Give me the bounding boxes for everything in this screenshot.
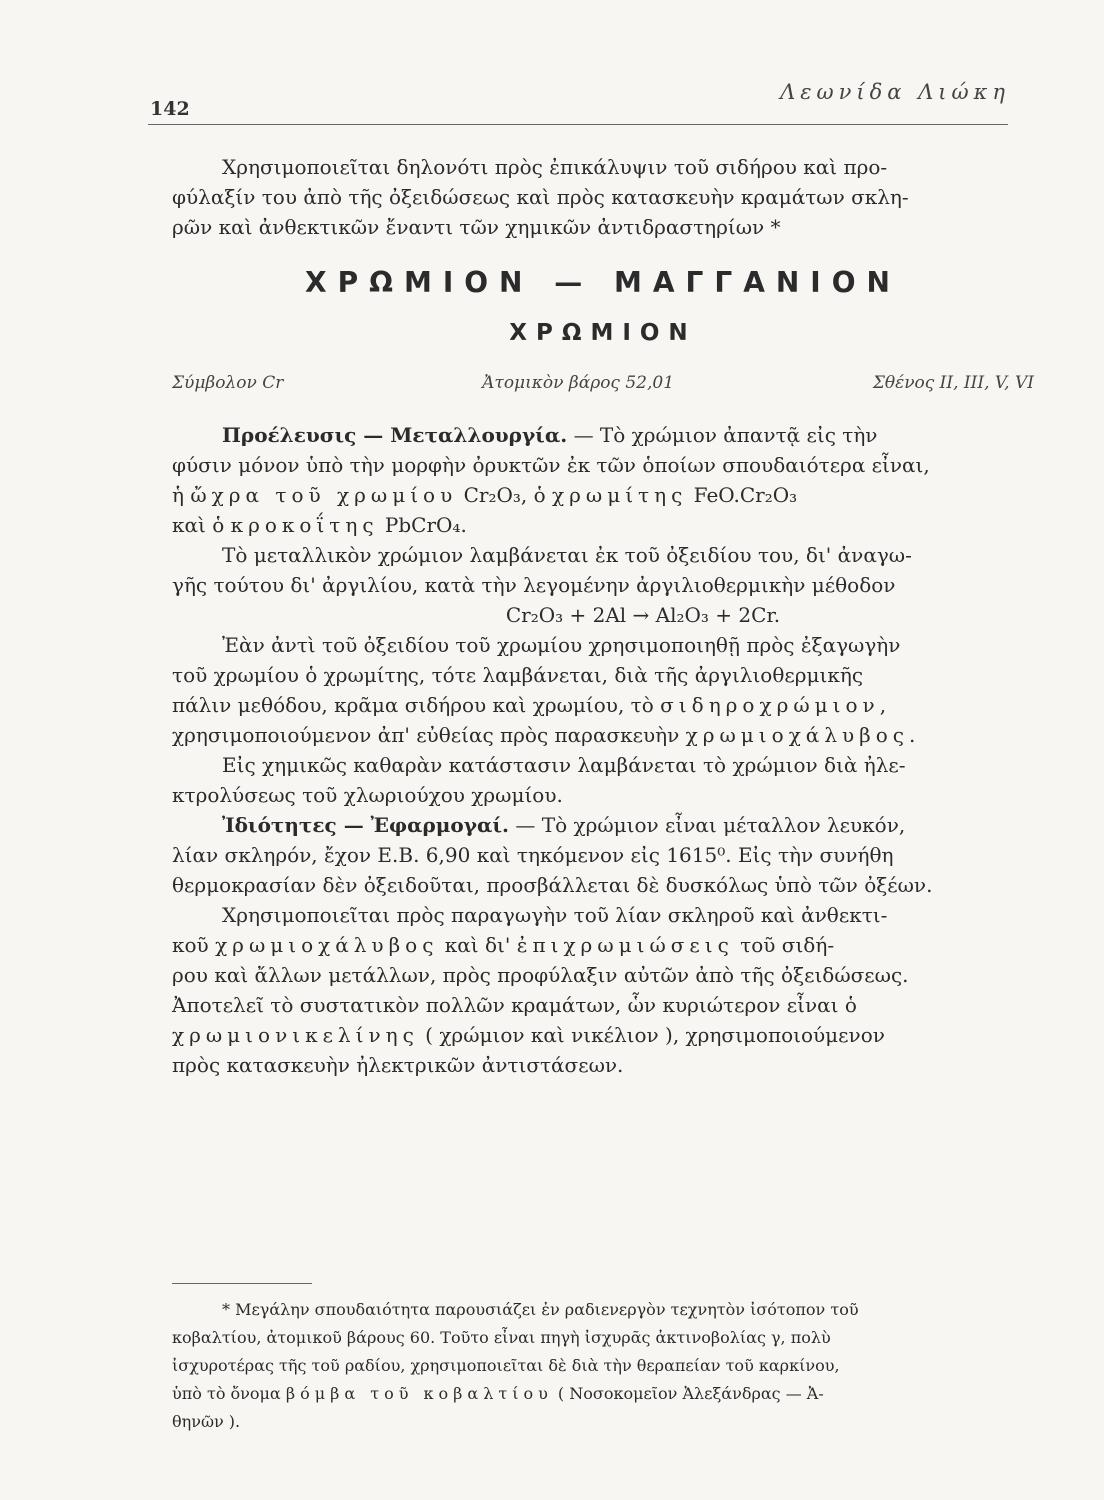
atomic-weight-spec: Ἀτομικὸν βάρος 52,01 — [482, 373, 675, 393]
intro-line: ρῶν καὶ ἀνθεκτικῶν ἔναντι τῶν χημικῶν ἀντιδραστηρίων * — [172, 215, 781, 239]
page-body — [172, 152, 1034, 1080]
footnote-text: θηνῶν ). — [172, 1412, 241, 1431]
footnote-text: ἰσχυροτέρας τῆς τοῦ ραδίου, χρησιμοποιεῖται δὲ διὰ τὴν θεραπείαν τοῦ καρκίνου, — [172, 1356, 840, 1375]
text-line: Εἰς χημικῶς καθαρὰν κατάστασιν λαμβάνεται τὸ χρώμιον διὰ ἠλε- — [222, 753, 906, 777]
text-line: πρὸς κατασκευὴν ἠλεκτρικῶν ἀντιστάσεων. — [172, 1053, 624, 1077]
running-title: Λεωνίδα Λιώκη — [780, 80, 1010, 104]
text-line: τοῦ χρωμίου ὁ χρωμίτης, τότε λαμβάνεται, διὰ τῆς ἀργιλιοθερμικῆς — [172, 663, 864, 687]
text-fragment: FeO.Cr₂O₃ — [687, 483, 798, 507]
footnote-line — [172, 1324, 1034, 1352]
footnote-rule — [172, 1283, 312, 1284]
text-fragment: PbCrO₄. — [378, 513, 467, 537]
uses-paragraph — [172, 900, 1034, 1080]
text-fragment: τοῦ σιδή- — [733, 933, 835, 957]
text-line: Ἀποτελεῖ τὸ συστατικὸν πολλῶν κραμάτων, ὧν κυριώτερον εἶναι ὁ — [172, 993, 857, 1017]
text-line: — Τὸ χρώμιον ἀπαντᾷ εἰς τὴν — [567, 423, 878, 447]
footnote-line — [172, 1352, 1034, 1380]
footnote-text: * Μεγάλην σπουδαιότητα παρουσιάζει ἐν ραδιενεργὸν τεχνητὸν ἰσότοπον τοῦ — [222, 1300, 859, 1319]
footnote-text: κοβαλτίου, ἀτομικοῦ βάρους 60. Τοῦτο εἶναι πηγὴ ἰσχυρᾶς ἀκτινοβολίας γ, πολὺ — [172, 1328, 831, 1347]
chemical-equation: Cr₂O₃ + 2Al → Al₂O₃ + 2Cr. — [505, 603, 781, 627]
page-number: 142 — [150, 98, 190, 120]
spaced-term: χρωμιοχάλυβος. — [685, 723, 921, 747]
text-fragment: ἡ — [172, 483, 191, 507]
valence-spec: Σθένος II, III, V, VI — [872, 373, 1034, 393]
footnote-line — [172, 1408, 1034, 1436]
chapter-title: ΧΡΩΜΙΟΝ — ΜΑΓΓΑΝΙΟΝ — [305, 266, 901, 299]
metallic-paragraph — [172, 540, 1034, 600]
spaced-term: χρωμιοχάλυβος — [215, 933, 439, 957]
text-line: γῆς τούτου δι' ἀργιλίου, κατὰ τὴν λεγομένην ἀργιλιοθερμικὴν μέθοδον — [172, 573, 896, 597]
provenance-heading: Προέλευσις — Μεταλλουργία. — [222, 423, 568, 447]
spaced-term: κροκοΐτης — [230, 513, 379, 537]
pure-paragraph — [172, 750, 1034, 810]
text-line: ρου καὶ ἄλλων μετάλλων, πρὸς προφύλαξιν αὐτῶν ἀπὸ τῆς ὀξειδώσεως. — [172, 963, 909, 987]
text-fragment: χρησιμοποιούμενον ἀπ' εὐθείας πρὸς παρασκευὴν — [172, 723, 686, 747]
text-line: Χρησιμοποιεῖται πρὸς παραγωγὴν τοῦ λίαν σκληροῦ καὶ ἀνθεκτι- — [222, 903, 888, 927]
text-line: κτρολύσεως τοῦ χλωριούχου χρωμίου. — [172, 783, 563, 807]
text-line: Τὸ μεταλλικὸν χρώμιον λαμβάνεται ἐκ τοῦ ὀξειδίου του, δι' ἀναγω- — [222, 543, 912, 567]
text-line: φύσιν μόνον ὑπὸ τὴν μορφὴν ὀρυκτῶν ἐκ τῶν ὁποίων σπουδαιότερα εἶναι, — [172, 453, 930, 477]
properties-heading: Ἰδιότητες — Ἐφαρμογαί. — [222, 813, 510, 837]
chromite-paragraph — [172, 630, 1034, 750]
footnote-text: ὑπὸ τὸ ὄνομα — [172, 1384, 286, 1403]
intro-paragraph — [172, 152, 1034, 242]
text-fragment: ( χρώμιον καὶ νικέλιον ), χρησιμοποιούμενον — [418, 1023, 885, 1047]
spaced-term: χρωμίτης — [552, 483, 688, 507]
provenance-paragraph — [172, 420, 1034, 540]
text-line: λίαν σκληρόν, ἔχον Ε.Β. 6,90 καὶ τηκόμενον εἰς 1615⁰. Εἰς τὴν συνήθη — [172, 843, 894, 867]
text-line: θερμοκρασίαν δὲν ὀξειδοῦται, προσβάλλεται δὲ δυσκόλως ὑπὸ τῶν ὀξέων. — [172, 873, 933, 897]
spaced-term: ὤχρα τοῦ χρωμίου — [190, 483, 458, 507]
text-fragment: πάλιν μεθόδου, κρᾶμα σιδήρου καὶ χρωμίου, τὸ — [172, 693, 661, 717]
header-rule — [148, 124, 1008, 125]
footnote-line — [172, 1380, 1034, 1408]
footnote-line — [172, 1296, 1034, 1324]
spaced-term: βόμβα τοῦ κοβαλτίου — [285, 1384, 553, 1403]
text-fragment: κοῦ — [172, 933, 216, 957]
intro-line: φύλαξίν του ἀπὸ τῆς ὀξειδώσεως καὶ πρὸς κατασκευὴν κραμάτων σκλη- — [172, 185, 909, 209]
properties-paragraph — [172, 810, 1034, 900]
text-fragment: καὶ δι' — [438, 933, 517, 957]
section-title: ΧΡΩΜΙΟΝ — [509, 320, 697, 346]
text-fragment: Cr₂O₃, ὁ — [457, 483, 553, 507]
footnote-text: ( Νοσοκομεῖον Ἀλεξάνδρας — Ἀ- — [552, 1384, 824, 1403]
intro-line: Χρησιμοποιεῖται δηλονότι πρὸς ἐπικάλυψιν τοῦ σιδήρου καὶ προ- — [222, 155, 888, 179]
spaced-term: σιδηροχρώμιον, — [660, 693, 892, 717]
text-line: Ἐὰν ἀντὶ τοῦ ὀξειδίου τοῦ χρωμίου χρησιμοποιηθῇ πρὸς ἐξαγωγὴν — [222, 633, 901, 657]
spaced-term: χρωμιονικελίνης — [172, 1023, 419, 1047]
spaced-term: ἐπιχρωμιώσεις — [516, 933, 734, 957]
footnote — [172, 1296, 1034, 1436]
symbol-spec: Σύμβολον Cr — [172, 373, 284, 393]
page-header — [150, 80, 1010, 120]
element-specs — [172, 368, 1034, 398]
text-line: — Τὸ χρώμιον εἶναι μέταλλον λευκόν, — [509, 813, 906, 837]
text-fragment: καὶ ὁ — [172, 513, 231, 537]
